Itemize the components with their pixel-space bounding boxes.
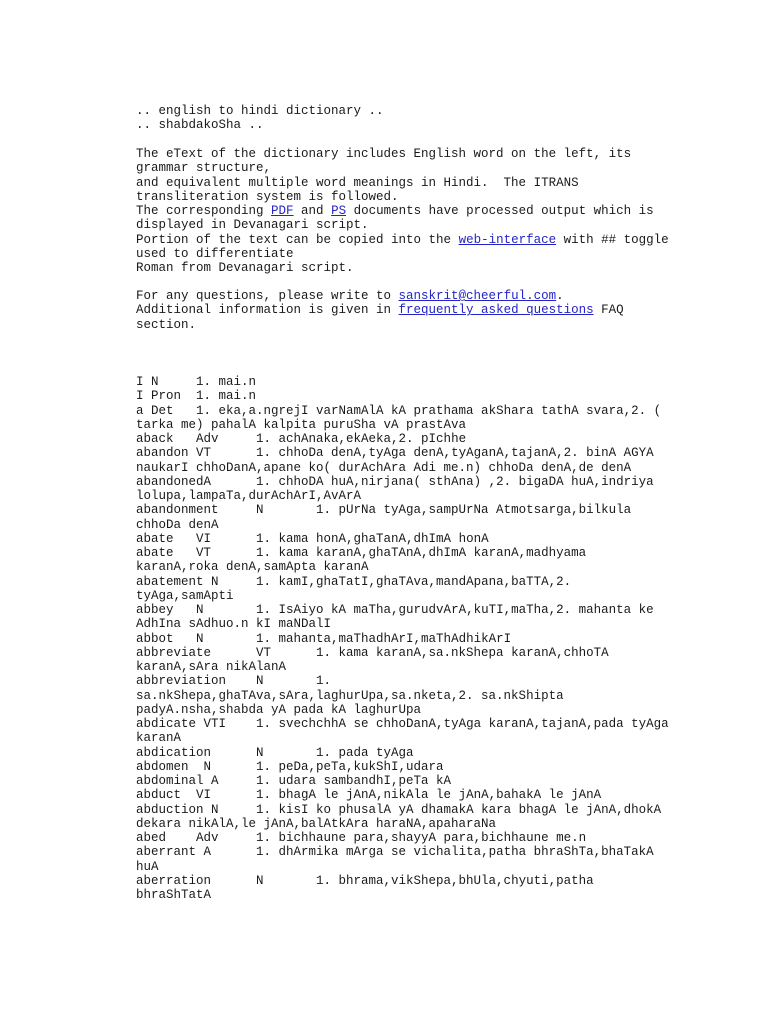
entry-line: abate VT 1. kama karanA,ghaTAnA,dhImA karanA,madhyama (136, 546, 587, 560)
entry-line: tarka me) pahalA kalpita puruSha vA prastAva (136, 417, 467, 432)
entry-line: bhraShTatA (136, 888, 212, 902)
contact-text: For any questions, please write to (136, 289, 399, 303)
entry-line: karanA,roka denA,samApta karanA (136, 560, 369, 575)
entry-line: tyAga,samApti (136, 588, 234, 603)
entry-line: abandonedA 1. chhoDA huA,nirjana( sthAna) ,2. bigaDA huA,indriya (136, 474, 654, 489)
intro-line: Roman from Devanagari script. (136, 261, 354, 275)
contact-paragraph (136, 289, 756, 332)
entry-line: aberration N 1. bhrama,vikShepa,bhUla,chyuti,patha (136, 873, 594, 888)
intro-line: grammar structure, (136, 161, 272, 176)
entry-line: karanA,sAra nikAlanA (136, 660, 287, 674)
intro-line (136, 233, 756, 247)
entry-line: I N 1. mai.n (136, 375, 257, 389)
entry-line: abduct VI 1. bhagA le jAnA,nikAla le jAnA,bahakA le jAnA (136, 788, 602, 803)
intro-text: documents have processed output which is (346, 204, 654, 218)
web-interface-link[interactable]: web-interface (458, 232, 557, 247)
entry-line: abatement N 1. kamI,ghaTatI,ghaTAva,mandApana,baTTA,2. (136, 574, 572, 589)
intro-line: used to differentiate (136, 246, 294, 261)
dictionary-entries (136, 375, 756, 902)
intro-line: transliteration system is followed. (136, 189, 399, 204)
entry-line: chhoDa denA (136, 517, 219, 532)
contact-line: section. (136, 317, 197, 332)
entry-line: lolupa,lampaTa,durAchArI,AvArA (136, 489, 362, 503)
entry-line: abbey N 1. IsAiyo kA maTha,gurudvArA,kuTI,maTha,2. mahanta ke (136, 603, 654, 617)
intro-text: with ## toggle (556, 232, 669, 247)
contact-text: . (556, 289, 564, 303)
intro-text: Portion of the text can be copied into the (136, 232, 459, 247)
entry-line: aberrant A 1. dhArmika mArga se vichalita,patha bhraShTa,bhaTakA (136, 845, 654, 860)
header-subtitle: .. shabdakoSha .. (136, 118, 264, 133)
document-header (136, 104, 756, 133)
entry-line: abdominal A 1. udara sambandhI,peTa kA (136, 774, 452, 788)
intro-line: displayed in Devanagari script. (136, 218, 369, 233)
email-link[interactable]: sanskrit@cheerful.com (398, 289, 557, 303)
entry-line: abbot N 1. mahanta,maThadhArI,maThAdhikArI (136, 631, 512, 646)
contact-line (136, 289, 756, 303)
entry-line: sa.nkShepa,ghaTAva,sAra,laghurUpa,sa.nketa,2. sa.nkShipta (136, 688, 564, 703)
entry-line: abdicate VTI 1. svechchhA se chhoDanA,tyAga karanA,tajanA,pada tyAga (136, 717, 669, 731)
contact-text: FAQ (593, 303, 624, 318)
entry-line: aback Adv 1. achAnaka,ekAeka,2. pIchhe (136, 432, 467, 446)
entry-line: abate VI 1. kama honA,ghaTanA,dhImA honA (136, 531, 489, 546)
intro-text: and (293, 204, 332, 218)
entry-line: padyA.nsha,shabda yA pada kA laghurUpa (136, 702, 422, 717)
entry-line: abduction N 1. kisI ko phusalA yA dhamakA kara bhagA le jAnA,dhokA (136, 802, 662, 817)
entry-line: abandon VT 1. chhoDa denA,tyAga denA,tyAganA,tajanA,2. binA AGYA (136, 446, 654, 461)
header-title: .. english to hindi dictionary .. (136, 104, 384, 118)
entry-line: abdomen N 1. peDa,peTa,kukShI,udara (136, 759, 444, 774)
contact-text: Additional information is given in (136, 303, 399, 318)
faq-link[interactable]: frequently asked questions (398, 303, 594, 318)
entry-line: karanA (136, 731, 182, 746)
pdf-link[interactable]: PDF (271, 204, 294, 218)
entry-line: abdication N 1. pada tyAga (136, 745, 414, 760)
intro-text: The corresponding (136, 204, 272, 218)
intro-line: The eText of the dictionary includes English word on the left, its (136, 147, 632, 161)
entry-line: huA (136, 859, 159, 874)
entry-line: AdhIna sAdhuo.n kI maNDalI (136, 617, 332, 632)
entry-line: naukarI chhoDanA,apane ko( durAchAra Adi me.n) chhoDa denA,de denA (136, 460, 632, 475)
entry-line: a Det 1. eka,a.ngrejI varNamAlA kA prathama akShara tathA svara,2. ( (136, 403, 662, 418)
intro-line: and equivalent multiple word meanings in Hindi. The ITRANS (136, 175, 579, 190)
intro-line (136, 204, 756, 218)
entry-line: I Pron 1. mai.n (136, 389, 257, 404)
ps-link[interactable]: PS (331, 204, 347, 218)
entry-line: dekara nikAlA,le jAnA,balAtkAra haraNA,apaharaNa (136, 816, 497, 831)
intro-paragraph (136, 147, 756, 275)
contact-line (136, 303, 756, 317)
entry-line: abandonment N 1. pUrNa tyAga,sampUrNa Atmotsarga,bilkula (136, 503, 632, 518)
entry-line: abbreviation N 1. (136, 674, 332, 689)
entry-line: abed Adv 1. bichhaune para,shayyA para,bichhaune me.n (136, 831, 587, 845)
entry-line: abbreviate VT 1. kama karanA,sa.nkShepa karanA,chhoTA (136, 645, 609, 660)
